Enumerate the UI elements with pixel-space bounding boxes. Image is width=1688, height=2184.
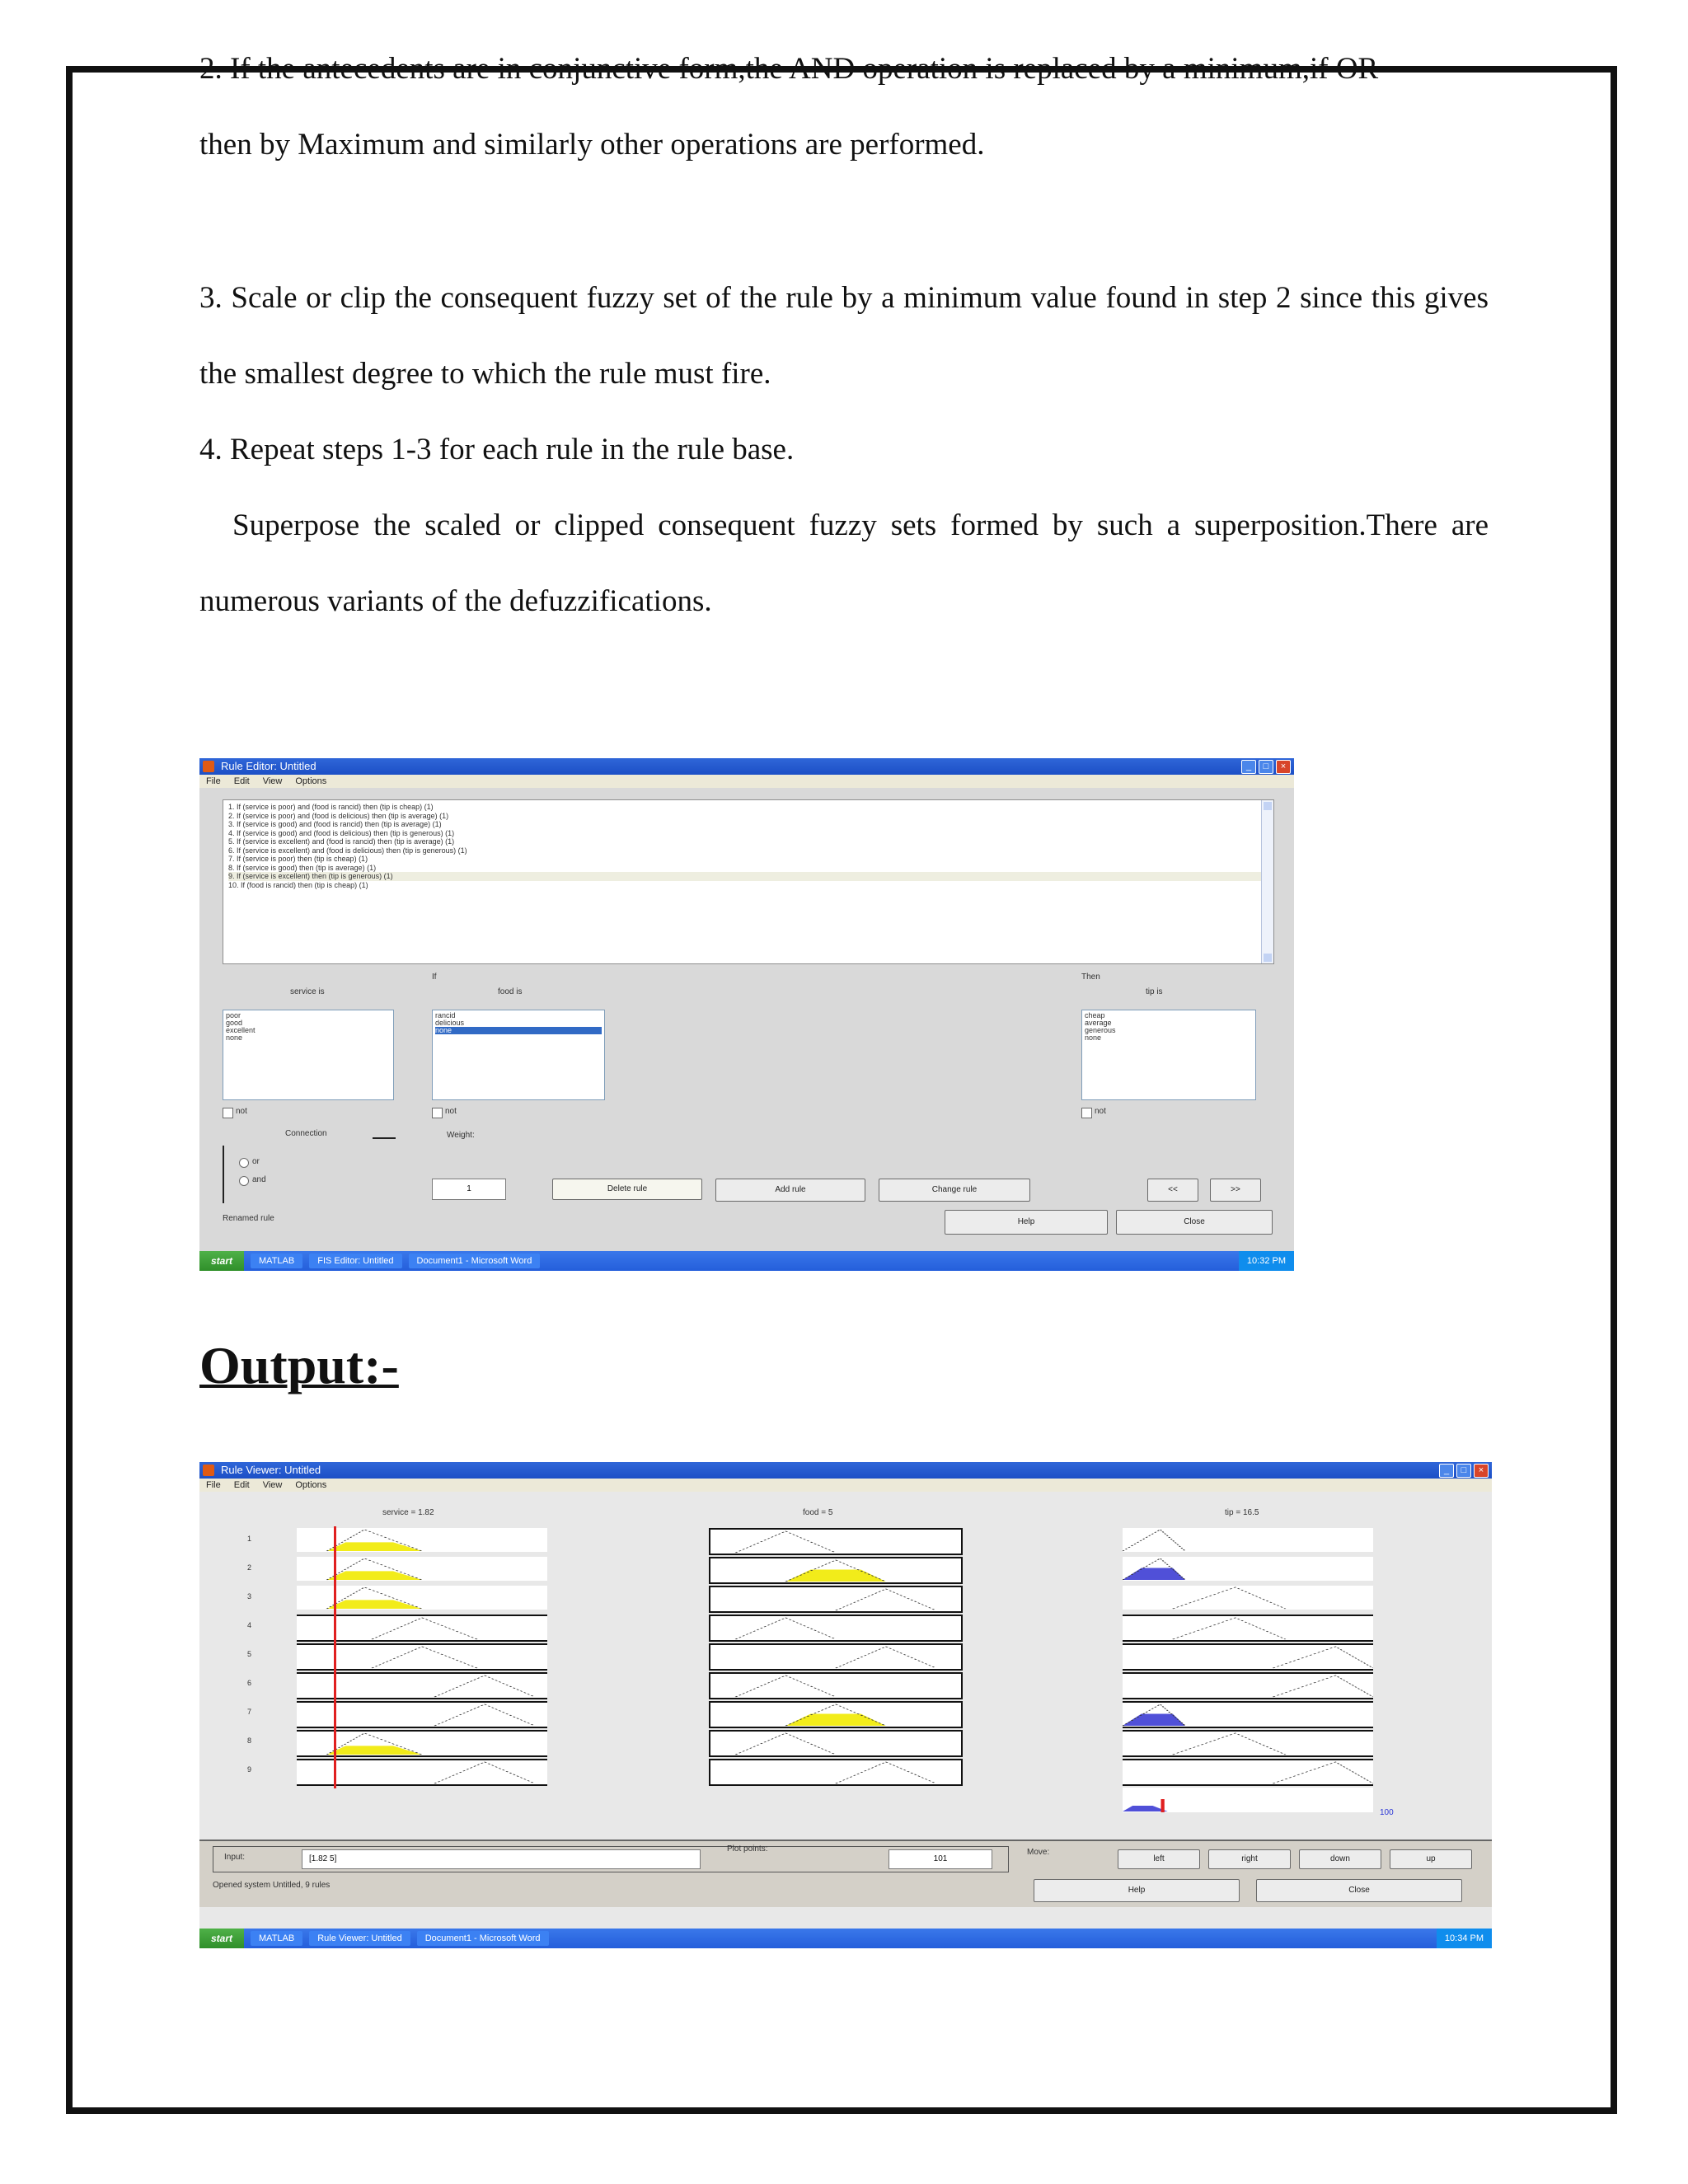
or-label: or	[252, 1157, 260, 1166]
output-heading: Output:-	[199, 1336, 399, 1394]
taskbar-item[interactable]: Rule Viewer: Untitled	[309, 1931, 410, 1946]
membership-triangle	[836, 1589, 936, 1610]
matlab-icon	[203, 761, 214, 772]
menu-view[interactable]: View	[262, 776, 283, 786]
rule-row-number: 8	[247, 1736, 252, 1745]
rule-viewer-screenshot	[199, 1462, 1492, 1948]
if-label: If	[432, 972, 437, 982]
membership-triangle	[836, 1762, 936, 1783]
membership-function-plot	[1123, 1645, 1373, 1669]
menu-edit[interactable]: Edit	[233, 1480, 250, 1490]
paragraph-superpose: Superpose the scaled or clipped consequent fuzzy sets formed by such a superposition.There are numerous variants of the defuzzifications.	[199, 509, 1489, 618]
rule-plot-cell	[709, 1701, 963, 1728]
fired-rule-area	[326, 1600, 422, 1609]
list-item[interactable]: none	[1085, 1033, 1102, 1042]
connection-label: Connection	[285, 1129, 327, 1138]
rule-editor-titlebar	[199, 758, 1294, 775]
list-item[interactable]: cheap	[1085, 1011, 1105, 1019]
membership-triangle	[372, 1618, 477, 1639]
membership-function-plot	[1123, 1528, 1373, 1552]
service-input-indicator[interactable]	[334, 1526, 336, 1788]
aggregated-area	[1123, 1806, 1168, 1811]
output-not-checkbox[interactable]	[1081, 1108, 1092, 1118]
input2-listbox[interactable]	[432, 1010, 605, 1100]
rule-editor-screenshot	[199, 758, 1294, 1271]
rule-plot-cell	[709, 1672, 963, 1699]
fired-rule-area	[326, 1542, 422, 1551]
menu-edit[interactable]: Edit	[233, 776, 250, 786]
divider	[373, 1137, 396, 1139]
rule-plot-cell	[1123, 1643, 1373, 1671]
minimize-icon[interactable]: _	[1241, 760, 1256, 774]
rule-plot-cell	[1123, 1701, 1373, 1728]
list-item[interactable]: good	[226, 1019, 243, 1027]
list-item[interactable]: poor	[226, 1011, 241, 1019]
maximize-icon[interactable]: □	[1259, 760, 1273, 774]
rule-editor-title: Rule Editor: Untitled	[221, 760, 316, 772]
add-rule-button[interactable]: Add rule	[715, 1179, 865, 1202]
membership-function-plot	[710, 1645, 961, 1669]
membership-triangle	[836, 1647, 936, 1668]
paragraph-step-3: 3. Scale or clip the consequent fuzzy set of the rule by a minimum value found in step 2 since this gives the smallest degree to which the rule must fire.	[199, 281, 1489, 391]
windows-taskbar	[199, 1929, 1492, 1948]
rule-item[interactable]: 1. If (service is poor) and (food is rancid) then (tip is cheap) (1)	[228, 803, 434, 811]
rule-plot-cell	[1123, 1759, 1373, 1786]
membership-function-plot	[1123, 1557, 1373, 1581]
rule-row-number: 3	[247, 1592, 252, 1601]
rule-item[interactable]: 2. If (service is poor) and (food is delicious) then (tip is average) (1)	[228, 811, 449, 820]
and-radio-label: and	[252, 1175, 266, 1184]
fired-rule-area	[1123, 1568, 1185, 1581]
tip-column-title: tip = 16.5	[1225, 1508, 1259, 1517]
membership-triangle	[735, 1531, 836, 1553]
membership-function-plot	[1123, 1760, 1373, 1784]
fired-rule-area	[1123, 1714, 1185, 1727]
rule-row-number: 5	[247, 1650, 252, 1658]
rule-row-number: 6	[247, 1679, 252, 1687]
rule-row-number: 9	[247, 1765, 252, 1774]
membership-triangle	[735, 1675, 836, 1697]
rule-viewer-control-panel	[199, 1840, 1492, 1907]
membership-triangle	[434, 1762, 535, 1783]
minimize-icon[interactable]: _	[1439, 1464, 1454, 1478]
membership-function-plot	[710, 1732, 961, 1755]
taskbar-item[interactable]: MATLAB	[251, 1931, 302, 1946]
paragraph-step-4: 4. Repeat steps 1-3 for each rule in the rule base.	[199, 433, 795, 466]
input2-title: food is	[498, 987, 523, 996]
close-icon[interactable]: ×	[1474, 1464, 1489, 1478]
rule-row-number: 1	[247, 1535, 252, 1543]
menu-file[interactable]: File	[206, 776, 221, 786]
fired-rule-area	[785, 1714, 886, 1727]
membership-triangle	[434, 1704, 535, 1726]
rules-list[interactable]	[223, 799, 1274, 964]
system-clock: 10:32 PM	[1239, 1251, 1294, 1271]
weight-input[interactable]: 1	[432, 1179, 506, 1200]
list-item[interactable]: generous	[1085, 1026, 1116, 1034]
rule-plot-cell	[1123, 1730, 1373, 1757]
input2-not-checkbox[interactable]	[432, 1108, 443, 1118]
rule-plot-cell	[709, 1759, 963, 1786]
membership-triangle	[1173, 1733, 1286, 1755]
connection-group-border	[223, 1146, 224, 1203]
input-label: Input:	[224, 1853, 246, 1862]
status-text: Opened system Untitled, 9 rules	[213, 1881, 331, 1890]
rule-item-selected[interactable]: 9. If (service is excellent) then (tip is generous) (1)	[228, 872, 1268, 881]
membership-triangle	[1273, 1647, 1373, 1668]
fired-rule-area	[785, 1570, 886, 1582]
close-icon[interactable]: ×	[1276, 760, 1291, 774]
rule-plot-cell	[1123, 1672, 1373, 1699]
not-label: not	[445, 1107, 457, 1116]
taskbar-item[interactable]: Document1 - Microsoft Word	[409, 1254, 541, 1268]
not-label: not	[236, 1107, 247, 1116]
membership-triangle	[1273, 1675, 1373, 1697]
rule-item[interactable]: 4. If (service is good) and (food is delicious) then (tip is generous) (1)	[228, 828, 455, 837]
membership-triangle	[1173, 1618, 1286, 1639]
membership-function-plot	[710, 1558, 961, 1582]
rule-plot-cell	[1123, 1615, 1373, 1642]
rules-scrollbar[interactable]	[1261, 800, 1273, 963]
rule-row-number: 2	[247, 1563, 252, 1572]
weight-label: Weight:	[447, 1131, 475, 1140]
rule-plot-cell	[709, 1615, 963, 1642]
membership-function-plot	[1123, 1586, 1373, 1610]
menu-options[interactable]: Options	[295, 776, 327, 786]
status-text: Renamed rule	[223, 1214, 274, 1223]
input-field[interactable]: [1.82 5]	[302, 1849, 701, 1869]
menu-options[interactable]: Options	[295, 1480, 327, 1490]
rule-item[interactable]: 8. If (service is good) then (tip is average) (1)	[228, 863, 377, 872]
taskbar-item[interactable]: Document1 - Microsoft Word	[417, 1931, 549, 1946]
aggregated-output-plot	[1123, 1788, 1373, 1812]
output-listbox[interactable]	[1081, 1010, 1256, 1100]
rule-plot-cell	[709, 1730, 963, 1757]
service-column-title: service = 1.82	[382, 1508, 434, 1517]
fired-rule-area	[326, 1571, 422, 1580]
membership-function-plot	[1123, 1732, 1373, 1755]
paragraph-step-2-line-1: 2. If the antecedents are in conjunctive form,the AND operation is replaced by a minimum,if OR	[199, 52, 1379, 86]
food-column-title: food = 5	[803, 1508, 833, 1517]
rule-plot-cell	[1123, 1586, 1373, 1610]
membership-function-plot	[710, 1703, 961, 1727]
list-item[interactable]: average	[1085, 1019, 1112, 1027]
list-item[interactable]: rancid	[435, 1011, 456, 1019]
membership-triangle	[735, 1733, 836, 1755]
move-down-button[interactable]: down	[1299, 1849, 1381, 1869]
rule-plot-cell	[1123, 1557, 1373, 1581]
move-up-button[interactable]: up	[1390, 1849, 1472, 1869]
or-radio[interactable]	[239, 1158, 249, 1168]
input1-not-checkbox[interactable]	[223, 1108, 233, 1118]
rule-plot-cell	[709, 1557, 963, 1584]
list-item[interactable]: excellent	[226, 1026, 256, 1034]
menu-view[interactable]: View	[262, 1480, 283, 1490]
matlab-icon	[203, 1465, 214, 1476]
rule-item[interactable]: 6. If (service is excellent) and (food is delicious) then (tip is generous) (1)	[228, 846, 467, 855]
rule-item[interactable]: 5. If (service is excellent) and (food is rancid) then (tip is average) (1)	[228, 837, 455, 846]
rule-editor-menubar	[199, 775, 1294, 788]
taskbar-item[interactable]: MATLAB	[251, 1254, 302, 1268]
list-item-selected[interactable]: none	[435, 1027, 602, 1034]
input1-title: service is	[290, 987, 325, 996]
membership-function-plot	[1123, 1616, 1373, 1640]
membership-triangle	[1273, 1762, 1373, 1783]
membership-triangle	[1123, 1530, 1185, 1551]
membership-function-plot	[1123, 1703, 1373, 1727]
plot-points-field[interactable]: 101	[889, 1849, 992, 1869]
membership-function-plot	[710, 1616, 961, 1640]
system-clock: 10:34 PM	[1437, 1929, 1492, 1948]
fired-rule-area	[326, 1746, 422, 1755]
rule-viewer-titlebar	[199, 1462, 1492, 1479]
rule-item[interactable]: 10. If (food is rancid) then (tip is cheap) (1)	[228, 880, 368, 889]
and-radio[interactable]	[239, 1176, 249, 1186]
list-item[interactable]: delicious	[435, 1019, 465, 1027]
axis-max-label: 100	[1380, 1808, 1394, 1817]
change-rule-button[interactable]: Change rule	[879, 1179, 1030, 1202]
then-label: Then	[1081, 972, 1100, 982]
start-button[interactable]: start	[199, 1251, 244, 1271]
delete-rule-button[interactable]: Delete rule	[552, 1179, 702, 1200]
start-button[interactable]: start	[199, 1929, 244, 1948]
rule-row-number: 4	[247, 1621, 252, 1629]
rule-plot-cell	[709, 1528, 963, 1555]
rule-item[interactable]: 7. If (service is poor) then (tip is cheap) (1)	[228, 855, 368, 863]
close-button[interactable]: Close	[1116, 1210, 1273, 1235]
close-button[interactable]: Close	[1256, 1879, 1462, 1902]
membership-function-plot	[710, 1587, 961, 1611]
rule-item[interactable]: 3. If (service is good) and (food is rancid) then (tip is average) (1)	[228, 820, 442, 828]
move-label: Move:	[1027, 1848, 1050, 1857]
not-label: not	[1095, 1107, 1106, 1116]
rule-viewer-title: Rule Viewer: Untitled	[221, 1464, 321, 1476]
nav-right-button[interactable]: >>	[1210, 1179, 1261, 1202]
membership-function-plot	[710, 1530, 961, 1554]
membership-triangle	[372, 1647, 477, 1668]
aggregated-output-svg	[1123, 1788, 1373, 1812]
paragraph-step-2-line-2: then by Maximum and similarly other operations are performed.	[199, 128, 985, 162]
nav-left-button[interactable]: <<	[1147, 1179, 1198, 1202]
membership-triangle	[735, 1618, 836, 1639]
taskbar-item[interactable]: FIS Editor: Untitled	[309, 1254, 401, 1268]
help-button[interactable]: Help	[945, 1210, 1108, 1235]
rule-plot-cell	[709, 1586, 963, 1613]
maximize-icon[interactable]: □	[1456, 1464, 1471, 1478]
rule-row-number: 7	[247, 1708, 252, 1716]
rule-viewer-menubar	[199, 1479, 1492, 1492]
help-button[interactable]: Help	[1034, 1879, 1240, 1902]
move-left-button[interactable]: left	[1118, 1849, 1200, 1869]
rule-plot-cell	[1123, 1528, 1373, 1552]
list-item[interactable]: none	[226, 1033, 243, 1042]
plot-points-label: Plot points:	[727, 1844, 768, 1854]
output-title: tip is	[1146, 987, 1163, 996]
membership-function-plot	[710, 1674, 961, 1698]
membership-triangle	[434, 1675, 535, 1697]
membership-function-plot	[1123, 1674, 1373, 1698]
move-right-button[interactable]: right	[1208, 1849, 1291, 1869]
windows-taskbar	[199, 1251, 1294, 1271]
membership-function-plot	[710, 1760, 961, 1784]
input1-listbox[interactable]	[223, 1010, 394, 1100]
rule-plot-cell	[709, 1643, 963, 1671]
menu-file[interactable]: File	[206, 1480, 221, 1490]
membership-triangle	[1173, 1587, 1286, 1609]
